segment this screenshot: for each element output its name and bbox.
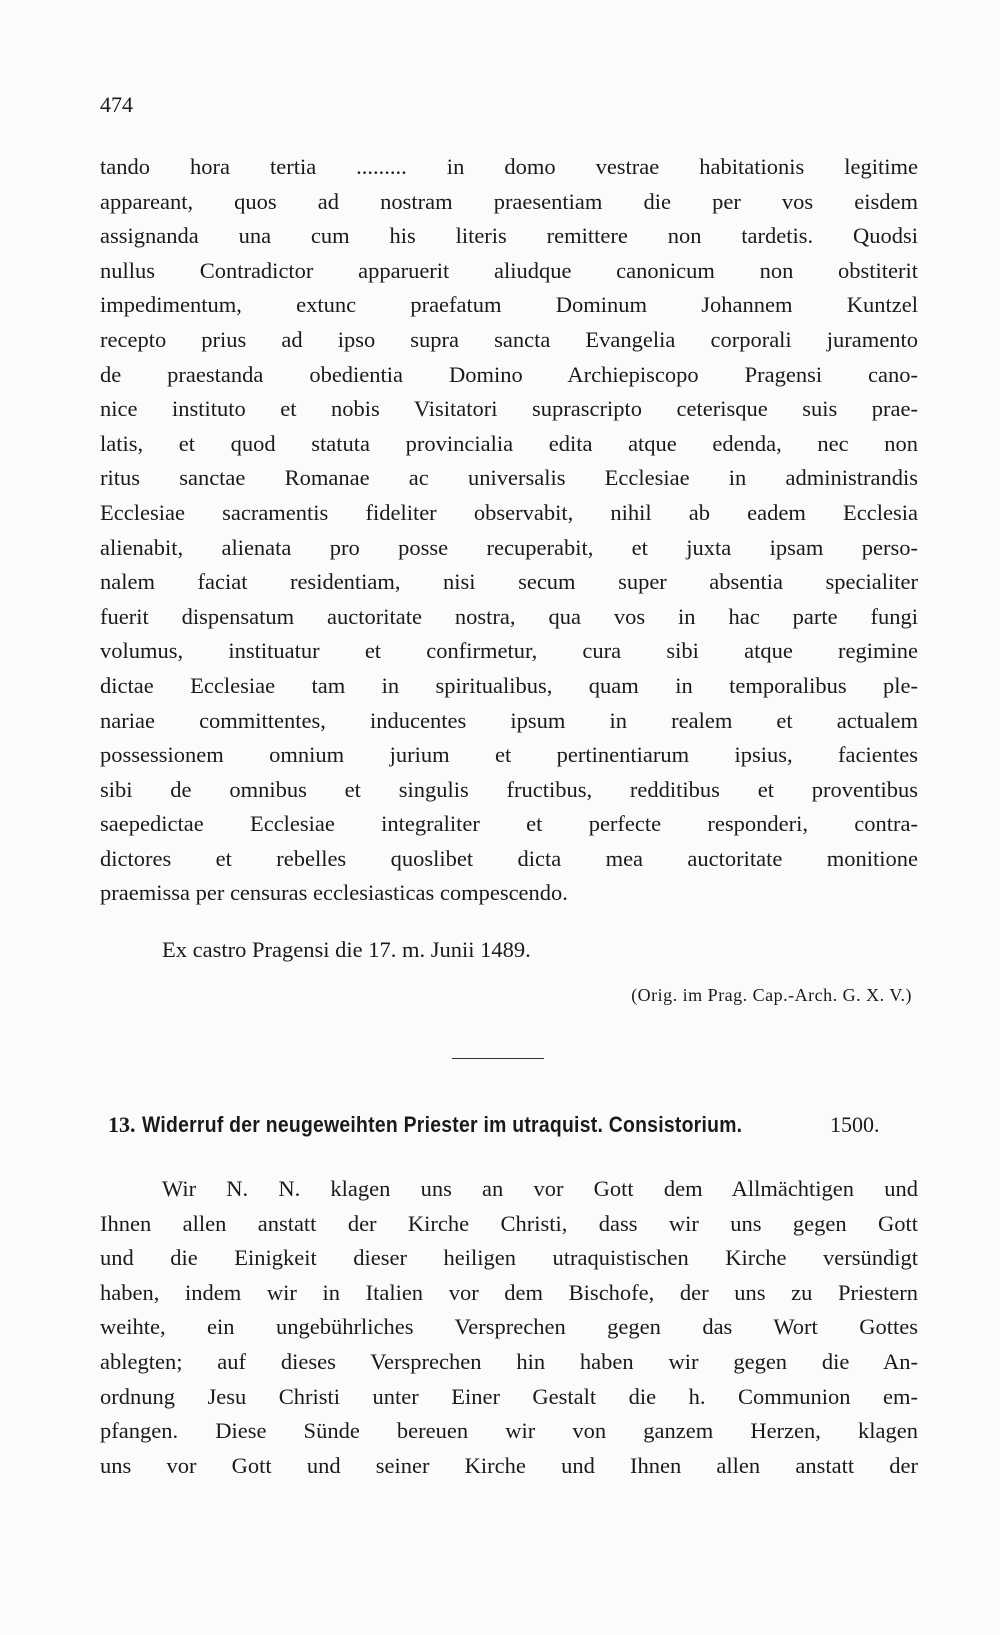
text-line: dictores et rebelles quoslibet dicta mea auctoritate monitione (100, 845, 918, 871)
text-line: Wir N. N. klagen uns an vor Gott dem Allmächtigen und (162, 1176, 918, 1201)
text-line: de praestanda obedientia Domino Archiepiscopo Pragensi cano- (100, 361, 918, 387)
text-line: saepedictae Ecclesiae integraliter et perfecte responderi, contra- (100, 811, 918, 837)
text-line: impedimentum, extunc praefatum Dominum Johannem Kuntzel (100, 292, 918, 318)
text-line: haben, indem wir in Italien vor dem Bischofe, der uns zu Priestern (100, 1279, 918, 1305)
text-line: nariae committentes, inducentes ipsum in realem et actualem (100, 707, 918, 733)
heading-number: 13. (108, 1112, 136, 1137)
text-line: sibi de omnibus et singulis fructibus, redditibus et proventibus (100, 776, 918, 802)
text-line: possessionem omnium jurium et pertinentiarum ipsius, facientes (100, 742, 918, 768)
text-line: Ecclesiae sacramentis fideliter observabit, nihil ab eadem Ecclesia (100, 499, 918, 525)
german-paragraph (100, 1172, 918, 1483)
text-line: pfangen. Diese Sünde bereuen wir von ganzem Herzen, klagen (100, 1418, 918, 1444)
page-number: 474 (100, 92, 133, 117)
text-line: nalem faciat residentiam, nisi secum super absentia specialiter (100, 569, 918, 595)
text-line: latis, et quod statuta provincialia edita atque edenda, nec non (100, 430, 918, 456)
source-citation: (Orig. im Prag. Cap.-Arch. G. X. V.) (631, 985, 912, 1005)
text-line: praemissa per censuras ecclesiasticas compescendo. (100, 880, 568, 906)
text-line: ritus sanctae Romanae ac universalis Ecclesiae in administrandis (100, 465, 918, 491)
latin-paragraph (100, 150, 918, 911)
heading-title: Widerruf der neugeweihten Priester im utraquist. Consistorium. (141, 1112, 742, 1137)
text-line: recepto prius ad ipso supra sancta Evangelia corporali juramento (100, 326, 918, 352)
section-heading (108, 1112, 918, 1138)
text-line: volumus, instituatur et confirmetur, cura sibi atque regimine (100, 638, 918, 664)
text-line: nice instituto et nobis Visitatori suprascripto ceterisque suis prae- (100, 396, 918, 422)
text-line: assignanda una cum his literis remittere non tardetis. Quodsi (100, 223, 918, 249)
text-line: fuerit dispensatum auctoritate nostra, qua vos in hac parte fungi (100, 603, 918, 629)
text-line: Ihnen allen anstatt der Kirche Christi, dass wir uns gegen Gott (100, 1210, 918, 1236)
text-line: dictae Ecclesiae tam in spiritualibus, quam in temporalibus ple- (100, 672, 918, 698)
text-line: weihte, ein ungebührliches Versprechen gegen das Wort Gottes (100, 1314, 918, 1340)
text-line: appareant, quos ad nostram praesentiam die per vos eisdem (100, 188, 918, 214)
section-divider (452, 1058, 544, 1059)
text-line: und die Einigkeit dieser heiligen utraquistischen Kirche versündigt (100, 1245, 918, 1271)
text-line: uns vor Gott und seiner Kirche und Ihnen allen anstatt der (100, 1452, 918, 1478)
text-line: ablegten; auf dieses Versprechen hin haben wir gegen die An- (100, 1348, 918, 1374)
text-line: tando hora tertia ......... in domo vestrae habitationis legitime (100, 154, 918, 179)
heading-year: 1500. (829, 1112, 880, 1137)
text-line: ordnung Jesu Christi unter Einer Gestalt die h. Communion em- (100, 1383, 918, 1409)
text-line: alienabit, alienata pro posse recuperabit, et juxta ipsam perso- (100, 534, 918, 560)
dateline: Ex castro Pragensi die 17. m. Junii 1489. (162, 937, 531, 962)
text-line: nullus Contradictor apparuerit aliudque canonicum non obstiterit (100, 257, 918, 283)
